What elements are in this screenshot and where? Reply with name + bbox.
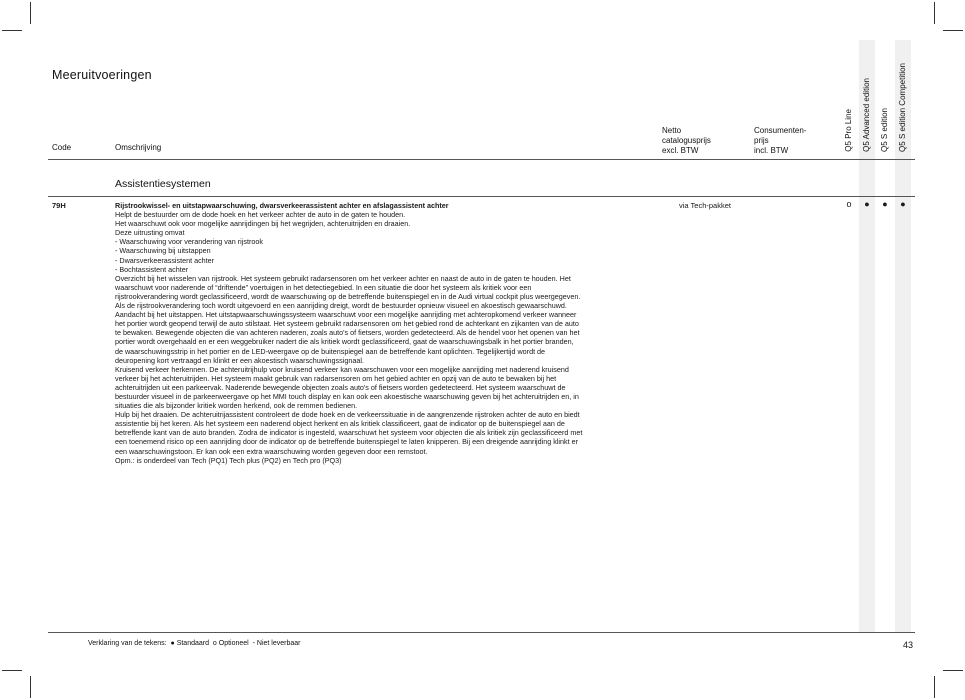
desc-line: Aandacht bij het uitstappen. Het uitstapwaarschuwingssysteem waarschuwt voor een mogelijke aanrijding met achteropkomend verkeer wanneer — [115, 310, 577, 320]
section-title: Assistentiesystemen — [115, 178, 211, 190]
desc-line: Helpt de bestuurder om de dode hoek en het verkeer achter de auto in de gaten te houden. — [115, 210, 406, 220]
desc-line: het portier wordt geopend terwijl de auto stilstaat. Het systeem gebruikt radarsensoren om het gebied rond de achterkant en zijkanten van de auto — [115, 319, 579, 329]
column-shade — [859, 160, 875, 632]
desc-line: de waarschuwingsstrip in het portier en de LED-weergave op de buitenspiegel aan de betreffende kant oplichten. Tegelijkertijd wordt de — [115, 346, 546, 356]
desc-line: bestuurder visueel in de parkeerweergave op het MMI touch display en kan ook een akoestische waarschuwing geven bij het achteruitrijden en, in — [115, 391, 579, 401]
availability-s: ● — [882, 199, 888, 209]
legend-optional: Optioneel — [218, 640, 249, 647]
footer-divider — [48, 632, 915, 633]
availability-pro-line: o — [846, 199, 852, 209]
desc-line: - Bochtassistent achter — [115, 264, 189, 274]
legend-standard: Standaard — [176, 640, 209, 647]
desc-line: betreffende kant van de auto branden. Zodra de indicator is ingesteld, waarschuwt het systeem voor objecten die als kritiek zijn geclassificeerd met — [115, 428, 583, 438]
availability-s-competition: ● — [900, 199, 906, 209]
desc-line: Overzicht bij het wisselen van rijstrook. Het systeem gebruikt radarsensoren om het verkeer achter en naast de auto in de gaten te houden. Het — [115, 273, 571, 283]
not-available-symbol-icon: - — [252, 640, 255, 647]
header-edition-pro-line: Q5 Pro Line — [844, 109, 853, 152]
desc-line: Deze uitrusting omvat — [115, 228, 185, 238]
desc-line: - Dwarsverkeerassistent achter — [115, 255, 215, 265]
optional-symbol-icon: o — [212, 640, 217, 647]
item-title: Rijstrookwissel- en uitstapwaarschuwing, dwarsverkeerassistent achter en afslagassistent achter — [115, 201, 449, 210]
page-title: Meeruitvoeringen — [52, 68, 152, 82]
availability-advanced: ● — [864, 199, 870, 209]
desc-line: achteruitrijden uit een parkeervak. Naderende bewegende objecten zoals auto's of fietsers worden gedetecteerd. Het systeem waarschuwt de — [115, 382, 566, 392]
header-edition-s-competition: Q5 S edition Competition — [895, 20, 911, 160]
desc-line: rijstrookverandering wordt geclassificeerd, wordt de waarschuwing op de betreffende buitenspiegel en in de Audi virtual cockpit plus weergegeven. — [115, 291, 581, 301]
section-divider — [48, 196, 915, 197]
desc-line: Hulp bij het draaien. De achteruitrijassistent controleert de dode hoek en de verkeerssituatie in de aangrenzende rijstroken achter de auto en biedt — [115, 410, 580, 420]
desc-line: waarschuwt voor naderende of “driftende” voertuigen in het detectiegebied. In een situatie die door het systeem als kritiek voor een — [115, 282, 532, 292]
crop-mark — [943, 30, 963, 31]
desc-line: een toenemend risico op een aanrijding door de indicator op de betreffende buitenspiegel te laten knipperen. Bij een dreigende aanrijding klinkt er — [115, 437, 578, 447]
legend-not-available: Niet leverbaar — [256, 640, 301, 647]
header-netto-price: Netto catalogusprijs excl. BTW — [662, 126, 711, 155]
crop-mark — [30, 2, 31, 24]
desc-line: - Waarschuwing voor verandering van rijstrook — [115, 237, 263, 247]
item-price-note: via Tech-pakket — [679, 201, 731, 210]
desc-line: situaties die als bijzonder kritiek worden herkend, ook de remmen bedienen. — [115, 401, 358, 411]
legend-label: Verklaring van de tekens: — [88, 640, 167, 647]
desc-line: Kruisend verkeer herkennen. De achteruitrijhulp voor kruisend verkeer kan waarschuwen voor een mogelijke aanrijding met naderend kruisend — [115, 364, 569, 374]
header-description: Omschrijving — [115, 143, 162, 152]
crop-mark — [943, 670, 963, 671]
desc-line: Het waarschuwt ook voor mogelijke aanrijdingen bij het wegrijden, achteruitrijden en draaien. — [115, 219, 411, 229]
crop-mark — [2, 670, 22, 671]
column-shade — [895, 160, 911, 632]
desc-line: verkeer bij het achteruitrijden. Het systeem maakt gebruik van radarsensoren om het gebied achter en opzij van de auto te bewaken bij het — [115, 373, 557, 383]
desc-line: portier wordt overgehaald en er een weggebruiker nadert die als kritiek wordt geclassificeerd, gaat de waarschuwingsbalk in het portier branden, — [115, 337, 574, 347]
desc-line: Opm.: is onderdeel van Tech (PQ1) Tech plus (PQ2) en Tech pro (PQ3) — [115, 455, 342, 465]
desc-line: deuropening kort vertraagd en klinkt er een akoestisch waarschuwingssignaal. — [115, 355, 364, 365]
desc-line: een waarschuwingstoon. Er kan ook een extra waarschuwing worden gegeven door een remstoot. — [115, 446, 428, 456]
crop-mark — [934, 676, 935, 698]
page-number: 43 — [903, 640, 914, 650]
standard-symbol-icon: ● — [170, 640, 175, 647]
desc-line: te bewaken. Bewegende objecten die van achteren naderen, zoals auto's of fietsers, worden gedetecteerd. Als de hendel voor het openen van het — [115, 328, 580, 338]
header-divider — [48, 159, 915, 160]
desc-line: assistentie bij het keren. Als het systeem een naderend object herkent en als kritiek classificeert, gaat de indicator op de buitenspiegel aan de — [115, 419, 565, 429]
desc-line: Als de rijstrookverandering toch wordt uitgevoerd en een aanrijding dreigt, wordt de bestuurder opnieuw visueel en akoestisch gewaarschuwd. — [115, 301, 567, 311]
header-code: Code — [52, 143, 72, 152]
desc-line: - Waarschuwing bij uitstappen — [115, 246, 211, 256]
item-code: 79H — [52, 201, 66, 210]
crop-mark — [2, 30, 22, 31]
item-description — [115, 201, 645, 465]
crop-mark — [934, 2, 935, 24]
header-edition-s: Q5 S edition — [880, 107, 889, 152]
header-edition-advanced: Q5 Advanced edition — [859, 20, 875, 160]
legend — [88, 640, 300, 647]
crop-mark — [30, 676, 31, 698]
header-consumer-price: Consumenten- prijs incl. BTW — [754, 126, 807, 155]
